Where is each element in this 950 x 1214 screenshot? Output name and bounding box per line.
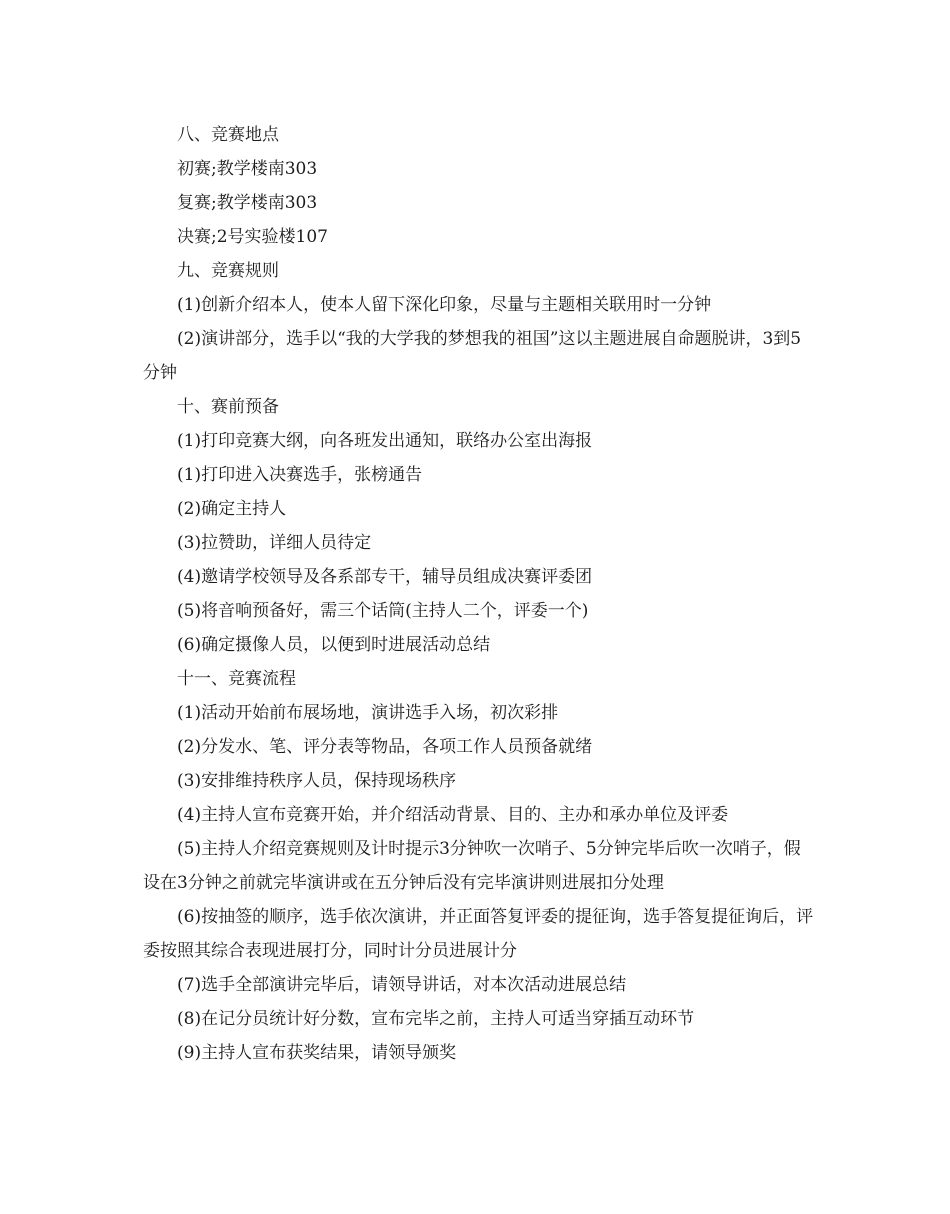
section-heading-preparation: 十、赛前预备 xyxy=(177,397,279,417)
paragraph: 初赛;教学楼南303 xyxy=(177,159,318,179)
paragraph: (1)创新介绍本人，使本人留下深化印象，尽量与主题相关联用时一分钟 xyxy=(177,295,712,315)
paragraph: (4)主持人宣布竞赛开始，并介绍活动背景、目的、主办和承办单位及评委 xyxy=(177,805,729,825)
paragraph: (3)安排维持秩序人员，保持现场秩序 xyxy=(177,771,457,791)
paragraph: 复赛;教学楼南303 xyxy=(177,193,318,213)
paragraph: (3)拉赞助，详细人员待定 xyxy=(177,533,372,553)
document-body xyxy=(143,118,815,1070)
paragraph: (5)将音响预备好，需三个话筒(主持人二个，评委一个) xyxy=(177,601,589,621)
section-heading-process: 十一、竞赛流程 xyxy=(177,669,296,689)
paragraph: (4)邀请学校领导及各系部专干，辅导员组成决赛评委团 xyxy=(177,567,593,587)
paragraph: 决赛;2号实验楼107 xyxy=(177,227,328,247)
paragraph: (2)演讲部分，选手以“我的大学我的梦想我的祖国”这以主题进展自命题脱讲，3到5分钟 xyxy=(143,329,802,383)
paragraph: (2)确定主持人 xyxy=(177,499,287,519)
paragraph: (1)打印竞赛大纲，向各班发出通知，联络办公室出海报 xyxy=(177,431,593,451)
paragraph: (6)按抽签的顺序，选手依次演讲，并正面答复评委的提征询，选手答复提征询后，评委按照其综合表现进展打分，同时计分员进展计分 xyxy=(143,907,814,961)
paragraph: (6)确定摄像人员，以便到时进展活动总结 xyxy=(177,635,491,655)
paragraph: (9)主持人宣布获奖结果，请领导颁奖 xyxy=(177,1043,457,1063)
section-heading-venue: 八、竞赛地点 xyxy=(177,125,279,145)
paragraph: (1)打印进入决赛选手，张榜通告 xyxy=(177,465,423,485)
paragraph: (7)选手全部演讲完毕后，请领导讲话，对本次活动进展总结 xyxy=(177,975,627,995)
paragraph: (1)活动开始前布展场地，演讲选手入场，初次彩排 xyxy=(177,703,559,723)
section-heading-rules: 九、竞赛规则 xyxy=(177,261,279,281)
paragraph: (5)主持人介绍竞赛规则及计时提示3分钟吹一次哨子、5分钟完毕后吹一次哨子，假设在3分钟之前就完毕演讲或在五分钟后没有完毕演讲则进展扣分处理 xyxy=(143,839,801,893)
paragraph: (8)在记分员统计好分数，宣布完毕之前，主持人可适当穿插互动环节 xyxy=(177,1009,695,1029)
paragraph: (2)分发水、笔、评分表等物品，各项工作人员预备就绪 xyxy=(177,737,593,757)
